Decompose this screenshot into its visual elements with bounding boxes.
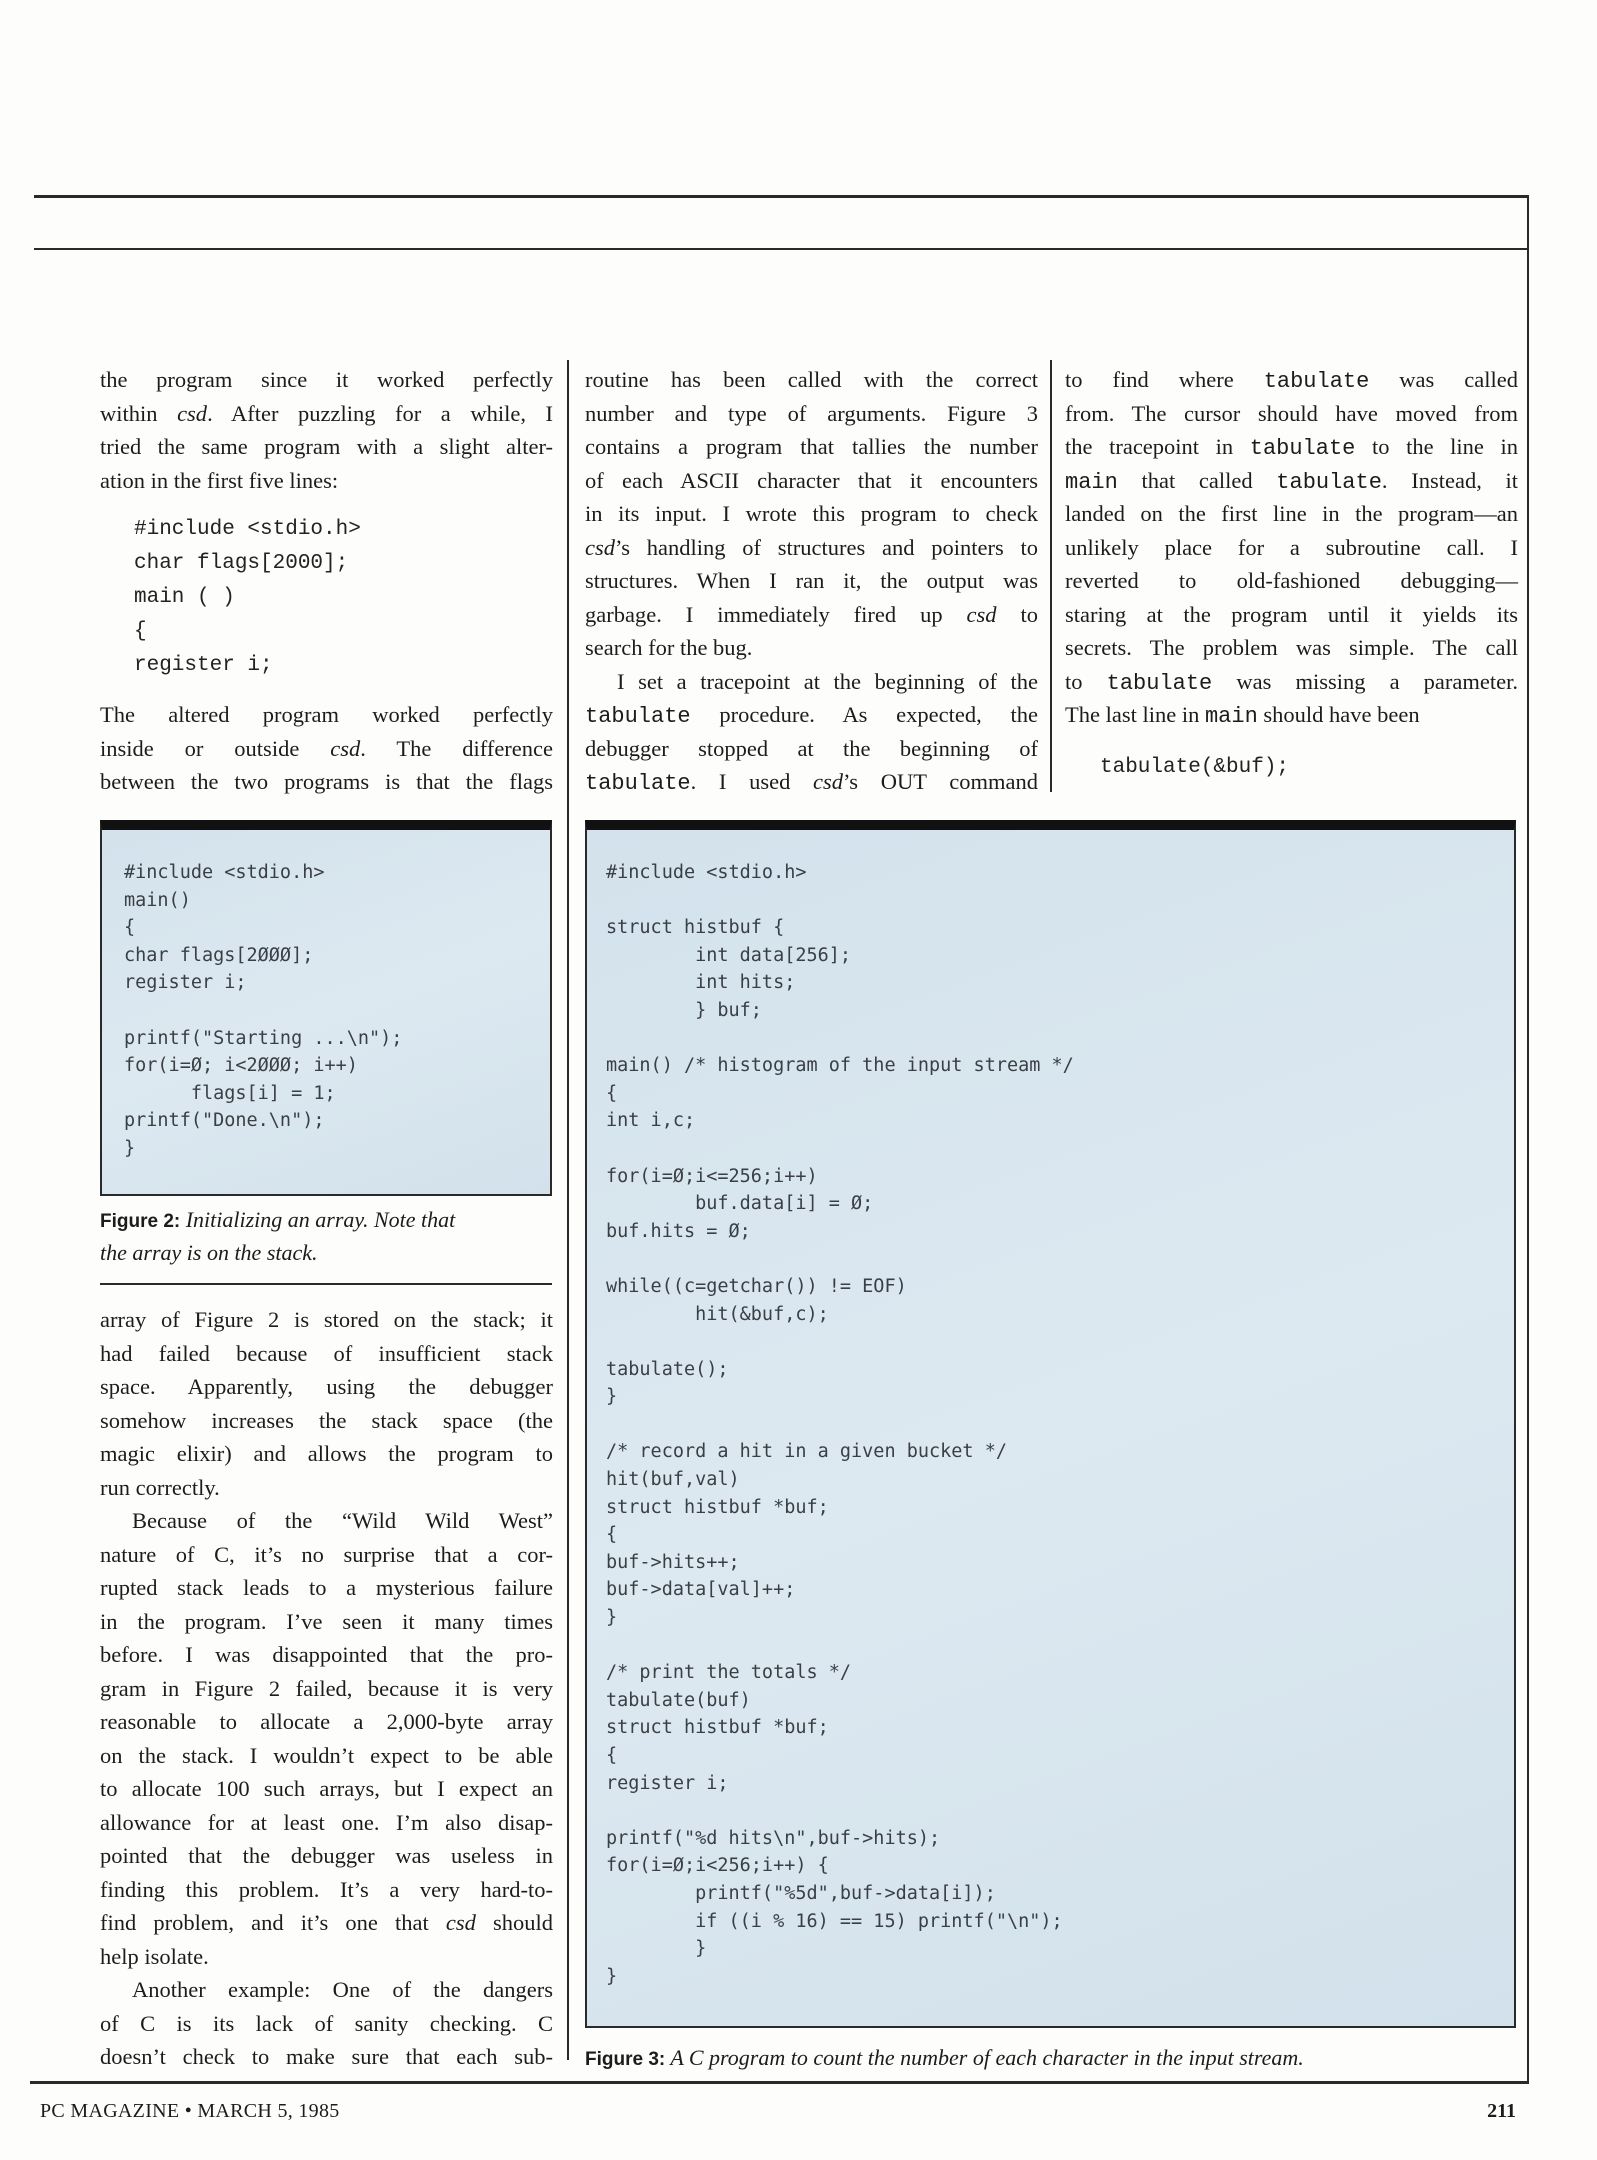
text-segment: The altered program worked perfectly xyxy=(100,702,553,727)
code-line: } buf; xyxy=(606,999,762,1021)
text-segment: should xyxy=(475,1910,553,1935)
code-line: } xyxy=(124,1137,136,1159)
text-segment: routine has been called with the correct xyxy=(585,367,1038,392)
text-segment: pointed that the debugger was useless in xyxy=(100,1843,553,1868)
code-line: printf("Starting ...\n"); xyxy=(124,1027,403,1049)
text-line xyxy=(100,2040,553,2074)
code-line: } xyxy=(606,1965,618,1987)
text-line xyxy=(100,430,553,464)
text-line xyxy=(585,363,1038,397)
text-segment: Because of the “Wild Wild West” xyxy=(132,1508,553,1533)
text-line xyxy=(585,765,1038,799)
text-segment: help isolate. xyxy=(100,1943,209,1969)
code-line: int hits; xyxy=(606,972,796,994)
italic-term: csd xyxy=(330,735,361,761)
text-segment: doesn’t check to make sure that each sub- xyxy=(100,2044,553,2069)
text-segment: finding this problem. It’s a very hard-to- xyxy=(100,1876,553,1902)
text-line xyxy=(100,1337,553,1371)
text-segment: nature of C, it’s no surprise that a cor- xyxy=(100,1541,553,1567)
text-line xyxy=(585,497,1038,531)
italic-term: csd xyxy=(445,1910,476,1935)
text-line xyxy=(1065,464,1518,498)
code-line: for(i=Ø;i<=256;i++) xyxy=(606,1165,818,1187)
figure-3-caption xyxy=(585,2042,1525,2075)
code-line xyxy=(606,1632,1074,1660)
right-border-rule xyxy=(1527,195,1529,2083)
code-line: #include <stdio.h> xyxy=(134,518,361,541)
text-line xyxy=(100,1504,553,1538)
text-segment: to allocate 100 such arrays, but I expect an xyxy=(100,1776,553,1801)
italic-term: csd xyxy=(177,400,208,426)
left-column-top-text-continued xyxy=(100,698,553,799)
text-segment: procedure. As expected, the xyxy=(690,702,1038,727)
text-line xyxy=(1065,497,1518,531)
text-segment: gram in Figure 2 failed, because it is very xyxy=(100,1675,553,1701)
text-segment: in the program. I’ve seen it many times xyxy=(100,1608,553,1634)
paragraph xyxy=(100,1973,553,2074)
text-segment: magic elixir) and allows the program to xyxy=(100,1441,553,1466)
text-segment: The last line in xyxy=(1065,702,1205,727)
inline-code-block xyxy=(1100,751,1289,785)
code-line: #include <stdio.h> xyxy=(124,862,325,883)
code-line: { xyxy=(606,1524,618,1546)
text-segment: somehow increases the stack space (the xyxy=(100,1407,553,1433)
text-line xyxy=(100,1739,553,1773)
code-line: main() xyxy=(124,889,191,911)
text-line xyxy=(585,464,1038,498)
code-line xyxy=(606,1797,1074,1825)
code-line: /* record a hit in a given bucket */ xyxy=(606,1441,1007,1463)
paragraph xyxy=(1065,363,1518,732)
text-line xyxy=(1065,564,1518,598)
text-segment: allowance for at least one. I’m also disap- xyxy=(100,1809,553,1835)
text-line xyxy=(1065,665,1518,699)
text-segment: reasonable to allocate a 2,000-byte array xyxy=(100,1709,553,1734)
code-line: hit(buf,val) xyxy=(606,1469,740,1491)
text-segment: run correctly. xyxy=(100,1474,220,1500)
text-segment: on the stack. I wouldn’t expect to be able xyxy=(100,1742,553,1768)
paragraph xyxy=(585,665,1038,799)
text-line xyxy=(585,631,1038,665)
text-line xyxy=(100,1370,553,1404)
code-term: tabulate xyxy=(1249,436,1356,461)
text-line xyxy=(100,1404,553,1438)
text-segment: inside or outside xyxy=(100,735,331,761)
code-line: printf("%d hits\n",buf->hits); xyxy=(606,1827,941,1849)
text-segment: to find where xyxy=(1065,367,1264,392)
figure-3-code xyxy=(606,859,1074,1990)
text-segment: staring at the program until it yields its xyxy=(1065,601,1518,627)
code-line: } xyxy=(606,1607,618,1629)
paragraph xyxy=(585,363,1038,665)
left-column-bottom-text xyxy=(100,1303,553,2074)
text-segment: space. Apparently, using the debugger xyxy=(100,1374,553,1399)
caption-text: A C program to count the number of each character in the input stream. xyxy=(665,2045,1304,2070)
text-segment: . Instead, it xyxy=(1381,467,1518,493)
code-line: buf.hits = Ø; xyxy=(606,1220,751,1242)
text-line xyxy=(100,1705,553,1739)
text-segment: garbage. I immediately fired up xyxy=(585,601,967,627)
text-line xyxy=(100,1538,553,1572)
text-line xyxy=(100,698,553,732)
code-line: #include <stdio.h> xyxy=(606,862,807,883)
text-line xyxy=(585,698,1038,732)
text-segment: structures. When I ran it, the output was xyxy=(585,568,1038,593)
page-number: 211 xyxy=(1487,2100,1516,2122)
paragraph xyxy=(100,363,553,497)
text-line xyxy=(100,464,553,498)
text-segment: contains a program that tallies the number xyxy=(585,434,1038,459)
text-segment: within xyxy=(100,400,178,426)
text-line xyxy=(585,397,1038,431)
code-line: if ((i % 16) == 15) printf("\n"); xyxy=(606,1910,1063,1932)
italic-term: csd xyxy=(813,769,844,794)
text-line xyxy=(585,665,1038,699)
text-line xyxy=(100,1772,553,1806)
code-line: /* print the totals */ xyxy=(606,1662,852,1684)
code-line: register i; xyxy=(606,1772,729,1794)
text-line xyxy=(585,732,1038,766)
text-segment: landed on the first line in the program—an xyxy=(1065,501,1518,526)
paragraph xyxy=(100,1303,553,1504)
publication-footer: PC MAGAZINE • MARCH 5, 1985 xyxy=(40,2100,340,2122)
code-line: struct histbuf *buf; xyxy=(606,1717,829,1739)
text-line xyxy=(585,430,1038,464)
caption-label: Figure 2: xyxy=(100,1211,181,1232)
code-line: } xyxy=(606,1938,707,1960)
code-line: printf("%5d",buf->data[i]); xyxy=(606,1882,996,1904)
text-segment: to xyxy=(1065,668,1107,694)
text-line xyxy=(1065,531,1518,565)
text-segment: of each ASCII character that it encounters xyxy=(585,467,1038,493)
code-line: for(i=Ø;i<256;i++) { xyxy=(606,1855,829,1877)
text-segment: rupted stack leads to a mysterious failure xyxy=(100,1575,553,1600)
text-line xyxy=(100,1638,553,1672)
text-line xyxy=(100,397,553,431)
bottom-rule xyxy=(30,2081,1529,2084)
code-line: struct histbuf *buf; xyxy=(606,1496,829,1518)
text-segment: was missing a parameter. xyxy=(1212,668,1518,694)
code-term: main xyxy=(1065,469,1118,495)
text-segment: . I used xyxy=(690,769,814,794)
text-line xyxy=(1065,397,1518,431)
code-line: int i,c; xyxy=(606,1110,696,1132)
text-line xyxy=(100,732,553,766)
code-term: tabulate xyxy=(1276,469,1382,495)
text-line xyxy=(100,2007,553,2041)
figure-2-code xyxy=(124,859,402,1163)
code-line: main() /* histogram of the input stream */ xyxy=(606,1055,1074,1077)
code-line xyxy=(606,1328,1074,1356)
text-line xyxy=(585,531,1038,565)
text-segment: number and type of arguments. Figure 3 xyxy=(585,400,1038,426)
text-segment: in its input. I wrote this program to check xyxy=(585,501,1038,526)
code-line: main ( ) xyxy=(134,586,235,609)
text-segment: ’s handling of structures and pointers to xyxy=(615,534,1038,560)
text-segment: of C is its lack of sanity checking. C xyxy=(100,2010,553,2036)
text-segment: that called xyxy=(1117,467,1277,493)
italic-term: csd xyxy=(966,601,997,627)
text-segment: . After puzzling for a while, I xyxy=(207,400,553,426)
code-line: buf->data[val]++; xyxy=(606,1579,796,1601)
text-line xyxy=(100,1471,553,1505)
column-divider-right xyxy=(1050,360,1052,792)
middle-column-text xyxy=(585,363,1038,799)
text-line xyxy=(1065,698,1518,732)
text-line xyxy=(100,363,553,397)
code-line: buf->hits++; xyxy=(606,1551,740,1573)
code-line xyxy=(606,887,1074,915)
code-line: register i; xyxy=(124,972,247,994)
code-line: for(i=Ø; i<2ØØØ; i++) xyxy=(124,1055,358,1077)
text-segment: tried the same program with a slight alter- xyxy=(100,434,553,459)
code-term: tabulate xyxy=(1106,670,1213,696)
text-segment: search for the bug. xyxy=(585,635,753,660)
header-rule xyxy=(34,248,1529,250)
inline-code-block xyxy=(134,513,361,683)
text-segment: . The difference xyxy=(360,735,554,761)
code-line: printf("Done.\n"); xyxy=(124,1110,325,1132)
code-term: tabulate xyxy=(585,771,691,796)
text-line xyxy=(100,1303,553,1337)
code-term: tabulate xyxy=(585,704,691,729)
text-line xyxy=(100,765,553,799)
text-segment: had failed because of insufficient stack xyxy=(100,1340,553,1366)
code-line: buf.data[i] = Ø; xyxy=(606,1193,874,1215)
code-line: tabulate(&buf); xyxy=(1100,756,1290,779)
code-line xyxy=(606,1411,1074,1439)
code-line: struct histbuf { xyxy=(606,917,785,939)
code-line: { xyxy=(606,1082,618,1104)
code-line: hit(&buf,c); xyxy=(606,1303,829,1325)
code-line xyxy=(606,1245,1074,1273)
text-line xyxy=(1065,363,1518,397)
text-line xyxy=(100,1571,553,1605)
text-line xyxy=(100,1672,553,1706)
text-segment: Another example: One of the dangers xyxy=(132,1977,553,2002)
text-line xyxy=(1065,631,1518,665)
figure-2-caption xyxy=(100,1204,560,1268)
caption-label: Figure 3: xyxy=(585,2049,666,2070)
column-divider-left xyxy=(567,360,569,2060)
text-segment: reverted to old-fashioned debugging— xyxy=(1065,568,1518,593)
text-segment: secrets. The problem was simple. The call xyxy=(1065,635,1518,660)
code-line: { xyxy=(134,620,147,643)
code-line: { xyxy=(124,917,136,939)
text-line xyxy=(100,1873,553,1907)
text-line xyxy=(100,1973,553,2007)
code-line: } xyxy=(606,1386,618,1408)
text-line xyxy=(100,1839,553,1873)
code-line: char flags[2000]; xyxy=(134,552,349,575)
text-segment: unlikely place for a subroutine call. I xyxy=(1065,534,1518,560)
top-rule xyxy=(34,195,1529,198)
paragraph xyxy=(100,1504,553,1973)
text-line xyxy=(585,598,1038,632)
caption-text: the array is on the stack. xyxy=(100,1240,318,1265)
code-line xyxy=(606,1025,1074,1053)
caption-text: Initializing an array. Note that xyxy=(180,1207,456,1232)
text-line xyxy=(100,1940,553,1974)
text-segment: to the line in xyxy=(1355,434,1518,459)
code-line: register i; xyxy=(134,654,273,677)
code-line xyxy=(606,1135,1074,1163)
text-segment: should have been xyxy=(1257,702,1420,727)
left-column-top-text xyxy=(100,363,553,497)
text-segment: ation in the first five lines: xyxy=(100,467,339,493)
text-line xyxy=(100,1605,553,1639)
paragraph xyxy=(100,698,553,799)
text-segment: was called xyxy=(1369,367,1518,392)
text-segment: array of Figure 2 is stored on the stack; it xyxy=(100,1307,553,1332)
figure-2-rule xyxy=(100,1283,552,1285)
text-line xyxy=(100,1806,553,1840)
text-line xyxy=(100,1437,553,1471)
code-term: tabulate xyxy=(1263,369,1370,394)
code-line: { xyxy=(606,1745,618,1766)
text-line xyxy=(1065,598,1518,632)
right-column-text xyxy=(1065,363,1518,732)
code-line xyxy=(124,997,402,1025)
text-segment: the program since it worked perfectly xyxy=(100,367,553,392)
text-segment: the tracepoint in xyxy=(1065,434,1250,459)
code-term: main xyxy=(1204,704,1258,729)
text-segment: before. I was disappointed that the pro- xyxy=(100,1642,553,1667)
text-segment: between the two programs is that the flags xyxy=(100,769,553,794)
code-line: int data[256]; xyxy=(606,944,852,966)
italic-term: csd xyxy=(585,534,615,560)
text-segment: find problem, and it’s one that xyxy=(100,1910,446,1935)
text-segment: ’s OUT command xyxy=(843,769,1038,794)
text-line xyxy=(585,564,1038,598)
code-line: tabulate(buf) xyxy=(606,1689,751,1711)
text-line xyxy=(1065,430,1518,464)
text-segment: to xyxy=(996,601,1038,627)
text-line xyxy=(100,1906,553,1940)
code-line: char flags[2ØØØ]; xyxy=(124,944,314,966)
text-segment: from. The cursor should have moved from xyxy=(1065,400,1518,426)
text-segment: debugger stopped at the beginning of xyxy=(585,735,1038,761)
code-line: tabulate(); xyxy=(606,1358,729,1380)
text-segment: I set a tracepoint at the beginning of the xyxy=(617,668,1038,694)
code-line: flags[i] = 1; xyxy=(124,1082,336,1104)
code-line: while((c=getchar()) != EOF) xyxy=(606,1275,907,1297)
